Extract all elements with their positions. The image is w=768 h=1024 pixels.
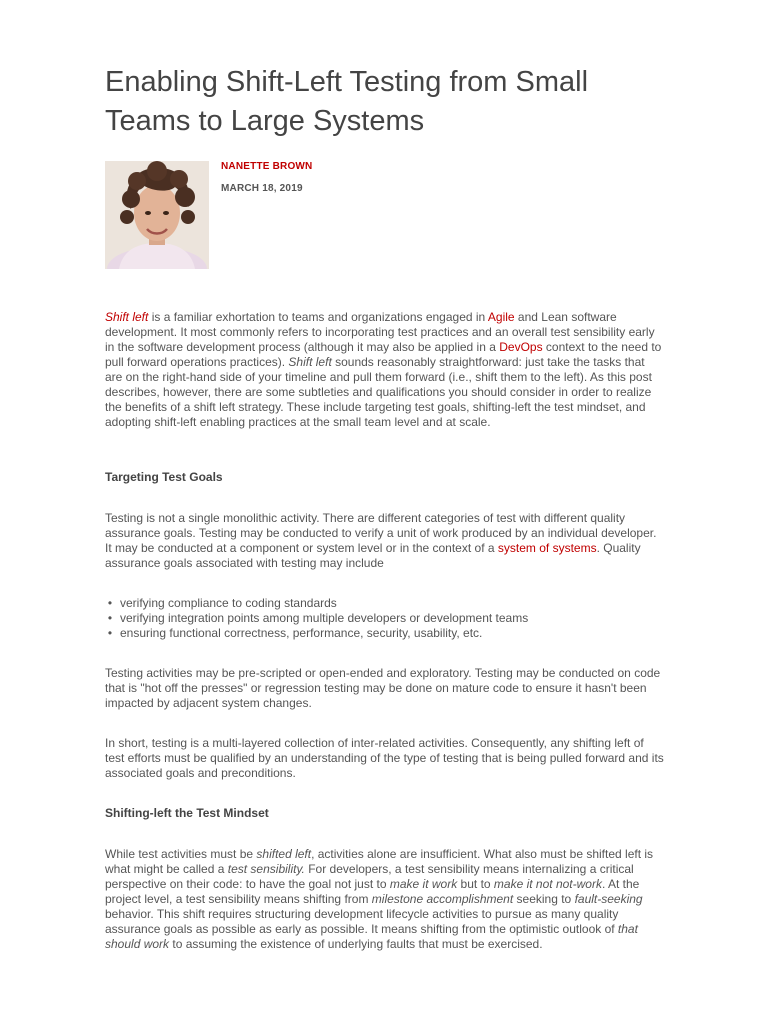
quality-goals-list (105, 596, 665, 641)
intro-emphasis-shift-left: Shift left (288, 355, 332, 369)
mindset-text-3: For developers, a test sensibility means internalizing a critical perspective on their code: to have the goal not just to (105, 862, 634, 891)
mindset-emphasis-5: milestone accomplishment (371, 892, 514, 906)
mindset-emphasis-2: test sensibility. (227, 862, 305, 876)
bullet-icon: • (107, 611, 113, 625)
mindset-emphasis-6: fault-seeking (574, 892, 643, 906)
mindset-emphasis-7: that should work (105, 922, 638, 951)
shift-left-link-text: Shift left (105, 310, 149, 324)
intro-text-1: is a familiar exhortation to teams and organizations engaged in (148, 310, 488, 324)
in-short-paragraph: In short, testing is a multi-layered collection of inter-related activities. Consequently, any shifting left of test efforts must be qualified by an understanding of the type of testing that is being pulled forward and its associated goals and preconditions. (105, 736, 664, 780)
testing-text-2: . Quality assurance goals associated with testing may include (105, 541, 641, 570)
list-item-text: ensuring functional correctness, performance, security, usability, etc. (120, 626, 483, 640)
bullet-icon: • (107, 626, 113, 640)
list-item (107, 611, 665, 626)
intro-text-2: and Lean software development. It most commonly refers to incorporating test practices and an overall test sensibility early in the software development process (although it may also be applied in a (105, 310, 655, 354)
section-heading-shifting-left-mindset: Shifting-left the Test Mindset (105, 806, 269, 820)
mindset-text-8: to assuming the existence of underlying faults that must be exercised. (169, 937, 543, 951)
mindset-emphasis-4: make it not not-work (493, 877, 602, 891)
mindset-text-6: seeking to (513, 892, 575, 906)
list-item (107, 626, 665, 641)
author-link[interactable]: NANETTE BROWN (221, 161, 313, 172)
mindset-text-5: . At the project level, a test sensibility means shifting from (105, 877, 640, 906)
mindset-text-7: behavior. This shift requires structuring development lifecycle activities to pursue as many quality assurance goals as possible as early as possible. It means shifting from the optimistic outlook of (105, 907, 619, 936)
agile-link[interactable]: Agile (487, 310, 515, 324)
intro-text-3: context to the need to pull forward operations practices). (105, 340, 662, 369)
test-mindset-paragraph (105, 847, 665, 952)
author-photo (105, 161, 209, 269)
testing-paragraph (105, 511, 665, 571)
list-item-text: verifying integration points among multiple developers or development teams (120, 611, 529, 625)
publish-date: MARCH 18, 2019 (221, 183, 303, 194)
list-item-text: verifying compliance to coding standards (120, 596, 337, 610)
system-of-systems-link[interactable]: system of systems (497, 541, 597, 555)
mindset-text-4: but to (457, 877, 494, 891)
intro-paragraph (105, 310, 665, 430)
article-title: Enabling Shift-Left Testing from Small Teams to Large Systems (105, 66, 589, 137)
shift-left-link[interactable] (105, 310, 148, 324)
article (105, 0, 665, 951)
intro-text-4: sounds reasonably straightforward: just take the tasks that are on the right-hand side of your timeline and pull them forward (i.e., shift them to the left). As this post describes, however, there are some subtleties and qualifications you should consider in order to realize the benefits of a shift left strategy. These include targeting test goals, shifting-left the test mindset, and adopting shift-left enabling practices at the small team level and at scale. (105, 355, 652, 429)
list-item (107, 596, 665, 611)
mindset-emphasis-1: shifted left (256, 847, 312, 861)
byline (105, 161, 665, 271)
testing-activities-paragraph: Testing activities may be pre-scripted or open-ended and exploratory. Testing may be conducted on code that is "hot off the presses" or regression testing may be done on mature code to ensure it hasn't been impacted by adjacent system changes. (105, 666, 661, 710)
mindset-text-2: , activities alone are insufficient. What also must be shifted left is what might be called a (105, 847, 654, 876)
testing-text-1: Testing is not a single monolithic activity. There are different categories of test with different quality assurance goals. Testing may be conducted to verify a unit of work produced by an individual developer. It may be conducted at a component or system level or in the context of a (105, 511, 657, 555)
mindset-emphasis-3: make it work (389, 877, 458, 891)
author-portrait-image (105, 161, 209, 269)
devops-link[interactable]: DevOps (499, 340, 543, 354)
section-heading-targeting-test-goals: Targeting Test Goals (105, 470, 223, 484)
mindset-text-1: While test activities must be (105, 847, 257, 861)
bullet-icon: • (107, 596, 113, 610)
